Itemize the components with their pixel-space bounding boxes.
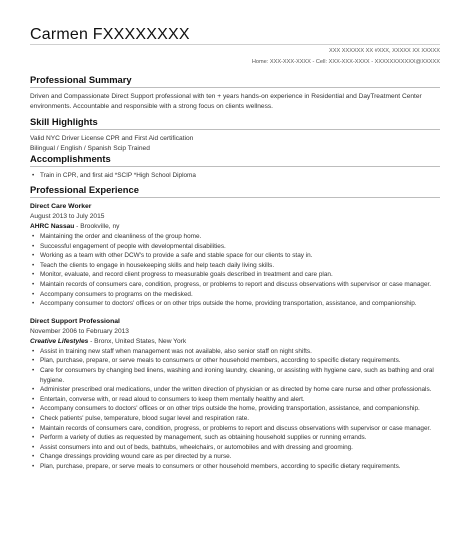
header-divider	[30, 44, 440, 45]
section-title: Skill Highlights	[30, 116, 440, 130]
job-dates: November 2006 to February 2013	[30, 327, 129, 335]
candidate-name: Carmen FXXXXXXXX	[30, 26, 190, 43]
summary-section	[30, 74, 440, 112]
accomplishment-item: • Train in CPR, and first aid *SCIP *High School Diploma	[30, 171, 440, 181]
contact-address: XXX XXXXXX XX #XXX, XXXXX XX XXXXX	[329, 48, 440, 54]
duty-item: • Accompany consumers to doctors' offices or on other trips outside the home, providing transportation, assistance, and companionship.	[30, 404, 440, 414]
skills-section	[30, 116, 440, 154]
experience-section	[30, 184, 440, 471]
duty-item: • Accompany consumer to doctors' offices or on other trips outside the home, providing transportation, assistance, and companionship.	[30, 299, 440, 309]
section-title: Accomplishments	[30, 153, 440, 167]
section-title: Professional Experience	[30, 184, 440, 198]
job-entry	[30, 317, 440, 472]
duty-item: • Successful engagement of people with developmental disabilities.	[30, 242, 440, 252]
skill-item: Valid NYC Driver License CPR and First Aid certification	[30, 135, 194, 142]
duty-item: • Teach the clients to engage in housekeeping skills and help teach daily living skills.	[30, 261, 440, 271]
contact-phone-email: Home: XXX-XXX-XXXX - Cell: XXX-XXX-XXXX - XXXXXXXXXXX@XXXXX	[251, 59, 440, 65]
job-entry	[30, 202, 440, 309]
duty-item: • Maintaining the order and cleanliness of the group home.	[30, 232, 440, 242]
job-title: Direct Care Worker	[30, 203, 92, 210]
duty-item: • Check patients' pulse, temperature, blood sugar level and respiration rate.	[30, 414, 440, 424]
accomplishments-section	[30, 153, 440, 181]
duty-item: • Working as a team with other DCW's to provide a safe and stable space for our clients to stay in.	[30, 251, 440, 261]
job-duties	[30, 232, 440, 309]
job-employer	[30, 222, 440, 232]
employer-name: AHRC Nassau	[30, 223, 75, 230]
summary-text: Driven and Compassionate Direct Support professional with ten + years hands-on experience in Residential and DayTreatment Center environments. Accountable and responsible with a strong focus on clients wellness.	[30, 93, 422, 110]
duty-item: • Administer prescribed oral medications, under the written direction of physician or as directed by home care nurse and other professionals.	[30, 385, 440, 395]
job-duties	[30, 347, 440, 472]
duty-item: • Perform a variety of duties as requested by management, such as obtaining household supplies or running errands.	[30, 433, 440, 443]
job-dates: August 2013 to July 2015	[30, 213, 105, 220]
employer-location: - Bronx, United States, New York	[88, 337, 187, 345]
job-employer	[30, 337, 440, 347]
employer-name: Creative Lifestyles	[30, 337, 89, 345]
skill-item: Bilingual / English / Spanish Scip Trained	[30, 145, 150, 152]
duty-item: • Maintain records of consumers care, condition, progress, or problems to report and discuss observations with supervisor or case manager.	[30, 424, 440, 434]
duty-item: • Care for consumers by changing bed linens, washing and ironing laundry, cleaning, or assisting with hygiene care, such as bathing and oral hygiene.	[30, 366, 440, 385]
duty-item: • Assist in training new staff when management was not available, also senior staff on night shifts.	[30, 347, 440, 357]
job-title: Direct Support Professional	[30, 317, 120, 325]
duty-item: • Maintain records of consumers care, condition, progress, or problems to report and discuss observations with supervisor or case manager.	[30, 280, 440, 290]
duty-item: • Entertain, converse with, or read aloud to consumers to keep them mentally healthy and alert.	[30, 395, 440, 405]
duty-item: • Accompany consumers to programs on the medisked.	[30, 290, 440, 300]
duty-item: • Change dressings providing wound care as per directed by a nurse.	[30, 452, 440, 462]
employer-location: - Brookville, ny	[74, 223, 120, 230]
section-title: Professional Summary	[30, 74, 440, 88]
duty-item: • Plan, purchase, prepare, or serve meals to consumers or other household members, according to specific dietary requirements.	[30, 462, 440, 472]
duty-item: • Assist consumers into and out of beds, bathtubs, wheelchairs, or automobiles and with dressing and grooming.	[30, 443, 440, 453]
duty-item: • Plan, purchase, prepare, or serve meals to consumers or other household members, according to specific dietary requirements.	[30, 356, 440, 366]
duty-item: • Monitor, evaluate, and record client progress to measurable goals described in treatment and care plan.	[30, 270, 440, 280]
